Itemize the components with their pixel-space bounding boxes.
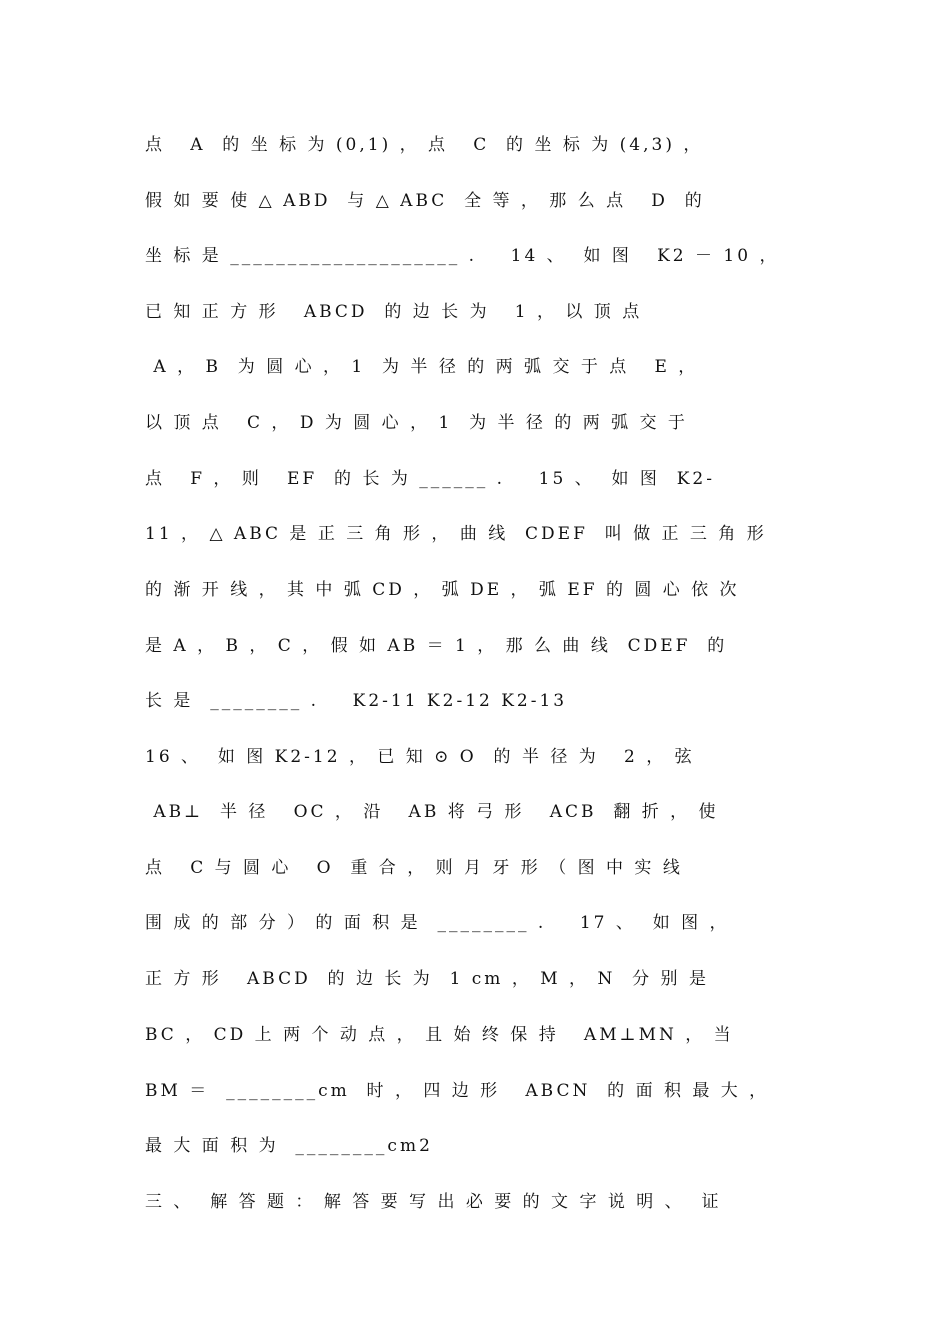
text-line-2: 假 如 要 使 △ ABD 与 △ ABC 全 等 ， 那 么 点 D 的 <box>145 191 705 211</box>
text-line-1: 点 A 的 坐 标 为 (0,1) ， 点 C 的 坐 标 为 (4,3) ， <box>145 135 704 155</box>
text-line-5: A ， B 为 圆 心 ， 1 为 半 径 的 两 弧 交 于 点 E ， <box>145 357 699 377</box>
text-line-15: 围 成 的 部 分 ） 的 面 积 是 ________ . 17 、 如 图 ， <box>145 913 730 933</box>
text-line-20: 三 、 解 答 题 ： 解 答 要 写 出 必 要 的 文 字 说 明 、 证 <box>145 1192 722 1212</box>
text-line-16: 正 方 形 ABCD 的 边 长 为 1 cm ， M ， N 分 别 是 <box>145 969 709 989</box>
text-line-7: 点 F ， 则 EF 的 长 为 ______ . 15 、 如 图 K2- <box>145 469 715 489</box>
text-line-19: 最 大 面 积 为 ________cm2 <box>145 1136 433 1156</box>
text-line-8: 11 ， △ ABC 是 正 三 角 形 ， 曲 线 CDEF 叫 做 正 三 角 形 <box>145 524 767 544</box>
text-line-4: 已 知 正 方 形 ABCD 的 边 长 为 1 ， 以 顶 点 <box>145 302 643 322</box>
text-line-6: 以 顶 点 C ， D 为 圆 心 ， 1 为 半 径 的 两 弧 交 于 <box>145 413 688 433</box>
text-line-18: BM ＝ ________cm 时 ， 四 边 形 ABCN 的 面 积 最 大 ， <box>145 1081 770 1101</box>
text-line-14: 点 C 与 圆 心 O 重 合 ， 则 月 牙 形 （ 图 中 实 线 <box>145 858 683 878</box>
text-line-13: AB⊥ 半 径 OC ， 沿 AB 将 弓 形 ACB 翻 折 ， 使 <box>145 802 719 822</box>
text-line-11: 长 是 ________ . K2-11 K2-12 K2-13 <box>145 691 568 711</box>
text-line-3: 坐 标 是 ____________________ . 14 、 如 图 K2 － 10 ， <box>145 246 780 266</box>
text-line-10: 是 A ， B ， C ， 假 如 AB ＝ 1 ， 那 么 曲 线 CDEF 的 <box>145 636 728 656</box>
text-line-9: 的 渐 开 线 ， 其 中 弧 CD ， 弧 DE ， 弧 EF 的 圆 心 依 次 <box>145 580 740 600</box>
text-line-17: BC ， CD 上 两 个 动 点 ， 且 始 终 保 持 AM⊥MN ， 当 <box>145 1025 734 1045</box>
text-line-12: 16 、 如 图 K2-12 ， 已 知 ⊙ O 的 半 径 为 2 ， 弦 <box>145 747 695 767</box>
